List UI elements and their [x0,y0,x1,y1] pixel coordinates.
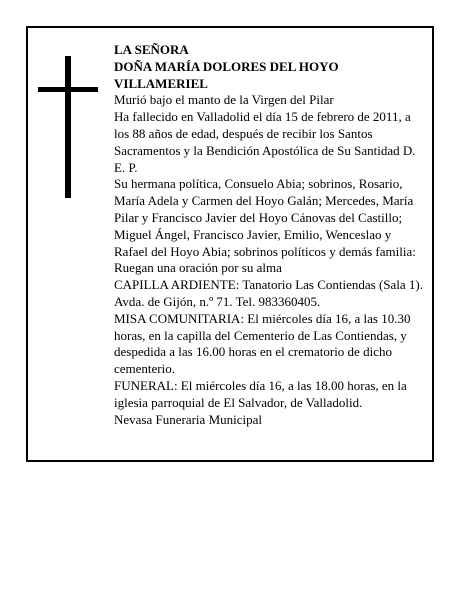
cross-vertical-bar [65,56,71,198]
notice-paragraph-funeral-home: Nevasa Funeraria Municipal [114,411,263,427]
cross-horizontal-bar [38,87,98,92]
notice-paragraph-death: Ha fallecido en Valladolid el día 15 de febrero de 2011, a los 88 años de edad, después de recibir los Santos Sacramentos y la Bendición Apostólica de Su Santidad D. E. P. [114,109,416,175]
notice-paragraph-chapel: CAPILLA ARDIENTE: Tanatorio Las Contiendas (Sala 1). Avda. de Gijón, n.º 71. Tel. 983360405. [114,277,423,309]
notice-paragraph-mass: MISA COMUNITARIA: El miércoles día 16, a las 10.30 horas, en la capilla del Cementerio de Las Contiendas, y despedida a las 16.00 horas en el crematorio de dicho cementerio. [114,310,411,377]
notice-paragraph-funeral: FUNERAL: El miércoles día 16, a las 18.00 horas, en la iglesia parroquial de El Salvador, de Valladolid. [114,377,407,410]
notice-title-line-2: DOÑA MARÍA DOLORES DEL HOYO [114,58,339,74]
notice-paragraph-prayer-request: Ruegan una oración por su alma [114,260,282,276]
notice-title-line-1: LA SEÑORA [114,42,189,57]
cross-icon [38,56,98,198]
death-notice [26,26,434,462]
notice-title-line-3: VILLAMERIEL [114,75,208,91]
notice-text [114,42,424,428]
notice-paragraph-family: Su hermana política, Consuelo Abia; sobrinos, Rosario, María Adela y Carmen del Hoyo Galán; Mercedes, María Pilar y Francisco Javier del Hoyo Cánovas del Castillo; Miguel Ángel, Francisco Javier, Emilio, Wenceslao y Rafael del Hoyo Abia; sobrinos políticos y demás familia: [114,176,416,259]
notice-paragraph-prayer-intro: Murió bajo el manto de la Virgen del Pilar [114,92,334,108]
